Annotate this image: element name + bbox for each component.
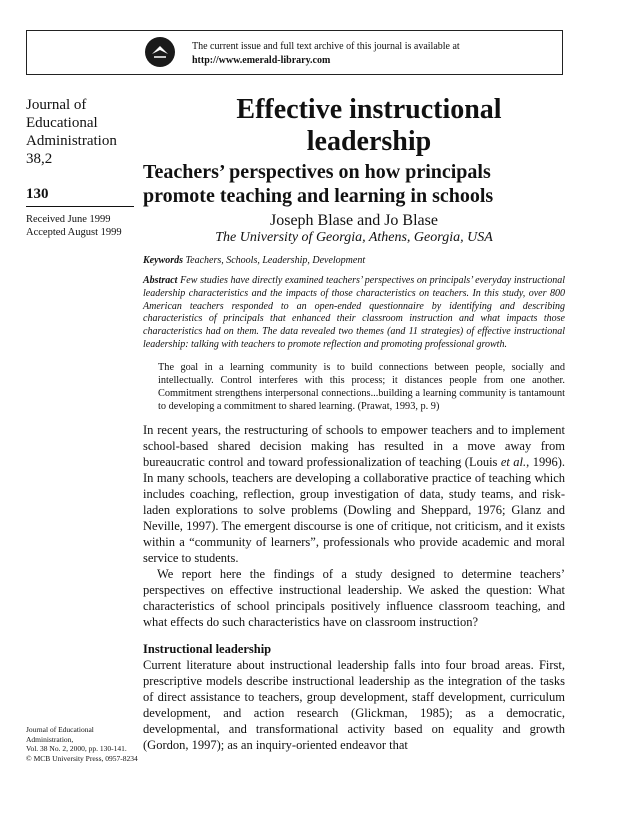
keywords xyxy=(143,254,565,267)
abstract xyxy=(143,275,565,352)
journal-name xyxy=(26,96,138,168)
article-subtitle xyxy=(143,160,565,208)
page-number: 130 xyxy=(26,186,134,207)
et-al: et al. xyxy=(500,454,527,469)
paragraph: Current literature about instructional leadership falls into four broad areas. First, prescriptive models describe instructional leadership as the integration of the tasks of direct assistance to teachers, group development, staff development, curriculum development, and action research (Glickman, 1985); as a democratic, developmental, and transformational activity based on equality and growth (Gordon, 1997); as an inquiry-oriented endeavor that xyxy=(143,657,565,752)
paragraph xyxy=(143,422,565,566)
subtitle-line: Teachers’ perspectives on how principals xyxy=(143,161,491,183)
abstract-text: Few studies have directly examined teachers’ perspectives on principals’ everyday instructional leadership characteristics and the impacts of those characteristics on teachers. In this study, over 800 American teachers responded to an open-ended questionnaire by identifying and describing characteristics of principals that enhanced their classroom instruction and what impacts those characteristics had on them. The data revealed two themes (and 11 strategies) of effective instructional leadership: talking with teachers to promote reflection and promoting professional growth. xyxy=(143,275,566,350)
received-date: Received June 1999 xyxy=(26,214,111,225)
footer-line: Administration, xyxy=(26,734,74,744)
article-dates xyxy=(26,213,138,239)
keywords-list: Teachers, Schools, Leadership, Development xyxy=(185,255,366,266)
title-line: leadership xyxy=(306,126,432,157)
banner-url[interactable]: http://www.emerald-library.com xyxy=(192,55,331,66)
title-line: Effective instructional xyxy=(236,94,502,125)
paragraph: We report here the findings of a study designed to determine teachers’ perspectives on effective instructional leadership. We asked the question: What characteristics of school principals positively influence classroom teaching, and what effects do such characteristics have on classroom instruction? xyxy=(143,566,565,629)
emerald-logo xyxy=(145,37,175,67)
body-text xyxy=(143,657,565,753)
affiliation: The University of Georgia, Athens, Georgia, USA xyxy=(215,230,493,245)
subtitle-line: promote teaching and learning in schools xyxy=(143,185,494,207)
authors: Joseph Blase and Jo Blase xyxy=(270,212,438,229)
journal-line: Administration xyxy=(26,133,117,149)
journal-line: Journal of xyxy=(26,97,87,113)
keywords-label: Keywords xyxy=(143,255,183,266)
sidebar xyxy=(26,96,138,239)
epigraph-quote: The goal in a learning community is to build connections between people, socially and intellectually. Control interferes with this process; it distances people from one another. Commitment strengthens interpersonal connections...building a learning community is tantamount to developing a commitment to shared learning. (Prawat, 1993, p. 9) xyxy=(158,361,565,412)
footer-line: © MCB University Press, 0957-8234 xyxy=(26,753,138,763)
paragraph-text: In recent years, the restructuring of schools to empower teachers and to implement school-based shared decision making has resulted in a move away from bureaucratic control and toward professionalization of teaching (Louis xyxy=(143,422,565,469)
banner-text: The current issue and full text archive of this journal is available at xyxy=(192,41,460,52)
article-title xyxy=(173,94,565,158)
paragraph-text: , 1996). In many schools, teachers are developing a collaborative practice of teaching which includes coaching, reflection, group investigation of data, study teams, and risk-laden explorations to solve problems (Dowling and Sheppard, 1976; Glanz and Neville, 1997). The emergent discourse is one of critique, not criticism, and it exists within a “community of learners”, professionals who provide academic and moral service to students. xyxy=(143,454,565,565)
journal-line: Educational xyxy=(26,115,98,131)
publication-info xyxy=(26,725,142,763)
archive-banner xyxy=(26,30,563,75)
accepted-date: Accepted August 1999 xyxy=(26,227,122,238)
journal-volume: 38,2 xyxy=(26,151,53,167)
footer-line: Journal of Educational xyxy=(26,725,94,734)
article-main xyxy=(143,94,565,753)
section-heading: Instructional leadership xyxy=(143,641,272,656)
body-text xyxy=(143,422,565,630)
footer-line: Vol. 38 No. 2, 2000, pp. 130-141. xyxy=(26,744,127,753)
abstract-label: Abstract xyxy=(143,275,178,286)
